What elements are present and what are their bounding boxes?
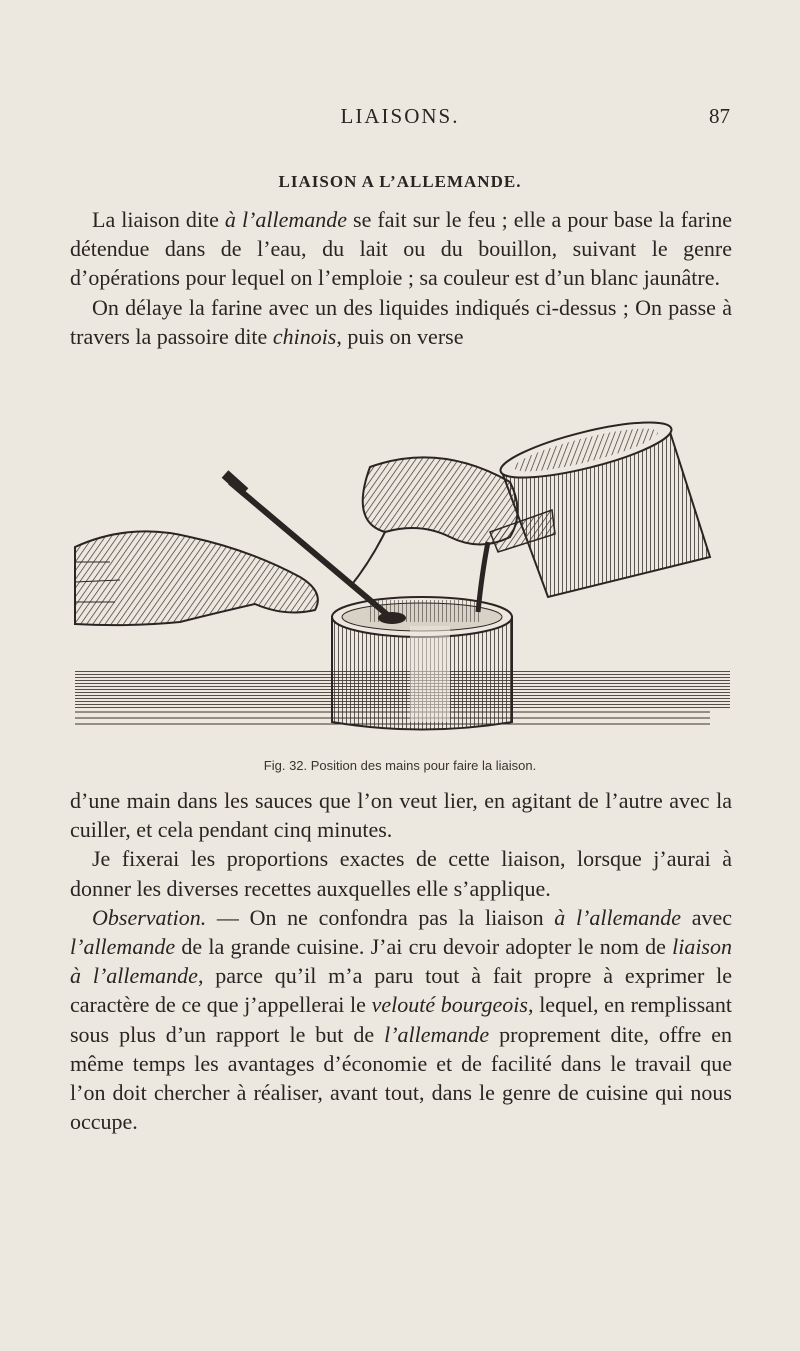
text-block-upper [70,205,732,351]
italic-term: chinois [272,323,337,349]
text-run: proprement dite, offre en même temps les avantages d’économie et de facilité dans le travail que l’on doit chercher à réaliser, avant tout, dans le genre de cuisine qui nous occupe. [70,1021,732,1135]
section-title: LIAISON A L’ALLEMANDE. [278,172,522,191]
text-run: — On ne confondra pas la liaison [206,904,555,930]
engraving-hands-pouring-illustration [70,412,730,737]
figure-caption: Fig. 32. Position des mains pour faire la liaison. [263,758,537,773]
text-run: , puis on verse [336,323,464,349]
paragraph: Je fixerai les proportions exactes de cette liaison, lorsque j’aurai à donner les diverses recettes auxquelles elle s’applique. [70,846,732,901]
italic-term: liaison à l’allemande [70,934,732,989]
saucepan-bottom [332,597,512,730]
italic-term: à l’allemande [554,904,682,930]
text-run: , parce qu’il m’a paru tout à fait propre à exprimer le caractère de ce que j’appellerai le [70,963,732,1018]
text-run: se fait sur le feu ; elle a pour base la farine détendue dans de l’eau, du lait ou du bouillon, suivant le genre d’opérations pour lequel on l’emploie ; sa couleur est d’un blanc jaunâtre. [70,207,732,291]
running-head [0,104,800,134]
observation-label: Observation. [92,904,207,930]
text-run: avec [681,904,732,930]
pouring-pot [490,412,710,597]
italic-term: l’allemande [384,1021,490,1047]
text-run: La liaison dite [92,207,225,232]
paragraph [70,293,732,351]
page-number: 87 [709,104,730,128]
text-run: de la grande cuisine. J’ai cru devoir adopter le nom de [175,934,673,960]
italic-term: l’allemande [70,934,176,960]
text-block-lower [70,786,732,1136]
paragraph [70,205,732,293]
observation-paragraph [70,903,732,1137]
paragraph: d’une main dans les sauces que l’on veut lier, en agitant de l’autre avec la cuiller, et cela pendant cinq minutes. [70,788,732,843]
text-run: , lequel, en remplissant sous plus d’un rapport le but de [70,992,733,1047]
italic-term: velouté bourgeois [371,992,528,1018]
right-hand [350,457,518,587]
running-title: LIAISONS. [340,104,460,128]
italic-term: à l’allemande [224,207,348,232]
text-run: On délaye la farine avec un des liquides indiqués ci-dessus ; On passe à travers la passoire dite [70,294,732,349]
